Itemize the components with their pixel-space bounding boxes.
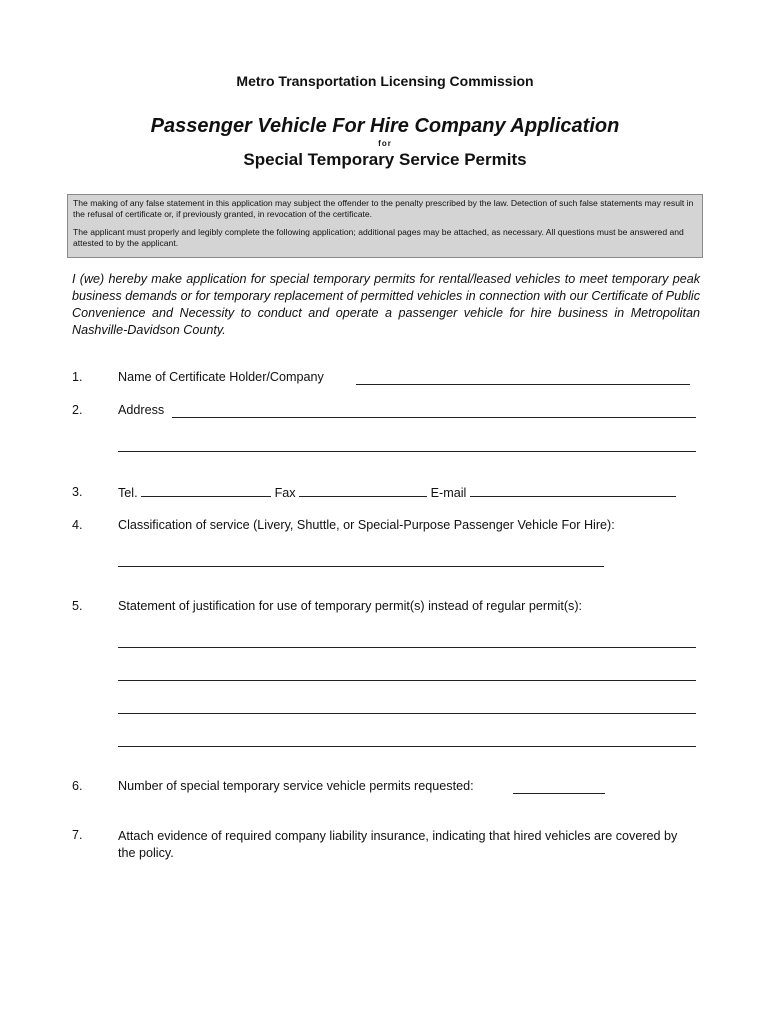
- address-field-line-1[interactable]: [172, 417, 696, 418]
- notice-paragraph-false-statement: The making of any false statement in this application may subject the offender to the penalty prescribed by the law. Detection of such false statements may result in the refusal of certificate or, if previously granted, in revocation of the certificate.: [73, 198, 694, 219]
- item-number: 7.: [72, 828, 83, 842]
- email-label: E-mail: [430, 486, 467, 500]
- item-number: 5.: [72, 599, 83, 613]
- contact-line: [118, 485, 676, 500]
- item-label: Address: [118, 403, 165, 417]
- item-number: 3.: [72, 485, 83, 499]
- application-statement: I (we) hereby make application for special temporary permits for rental/leased vehicles to meet temporary peak business demands or for temporary replacement of permitted vehicles in connection with our Certificate of Public Convenience and Necessity to conduct and operate a passenger vehicle for hire business in Metropolitan Nashville-Davidson County.: [72, 272, 700, 337]
- item-label: Classification of service (Livery, Shuttle, or Special-Purpose Passenger Vehicle For Hire):: [118, 518, 615, 532]
- fax-field[interactable]: [299, 485, 427, 497]
- organization-name: Metro Transportation Licensing Commission: [236, 73, 534, 89]
- item-number: 2.: [72, 403, 83, 417]
- title-connector: for: [378, 139, 392, 148]
- address-field-line-2[interactable]: [118, 451, 696, 452]
- fax-label: Fax: [274, 486, 296, 500]
- item-number: 6.: [72, 779, 83, 793]
- form-title: Passenger Vehicle For Hire Company Application: [150, 115, 620, 137]
- justification-field-line-2[interactable]: [118, 680, 696, 681]
- permit-count-field[interactable]: [513, 793, 605, 794]
- notice-paragraph-instructions: The applicant must properly and legibly complete the following application; additional pages may be attached, as necessary. All questions must be answered and attested to by the applicant.: [73, 227, 684, 248]
- legal-notice-box: [67, 194, 703, 258]
- justification-field-line-4[interactable]: [118, 746, 696, 747]
- classification-field[interactable]: [118, 566, 604, 567]
- item-label: Attach evidence of required company liability insurance, indicating that hired vehicles are covered by the policy.: [118, 829, 678, 860]
- item-label: Number of special temporary service vehicle permits requested:: [118, 779, 474, 793]
- form-subtitle: Special Temporary Service Permits: [243, 150, 527, 169]
- tel-field[interactable]: [141, 485, 271, 497]
- justification-field-line-1[interactable]: [118, 647, 696, 648]
- tel-label: Tel.: [118, 486, 138, 500]
- item-number: 4.: [72, 518, 83, 532]
- item-label: Name of Certificate Holder/Company: [118, 370, 324, 384]
- email-field[interactable]: [470, 485, 676, 497]
- justification-field-line-3[interactable]: [118, 713, 696, 714]
- company-name-field[interactable]: [356, 384, 690, 385]
- item-number: 1.: [72, 370, 83, 384]
- item-label: Statement of justification for use of temporary permit(s) instead of regular permit(s):: [118, 599, 583, 613]
